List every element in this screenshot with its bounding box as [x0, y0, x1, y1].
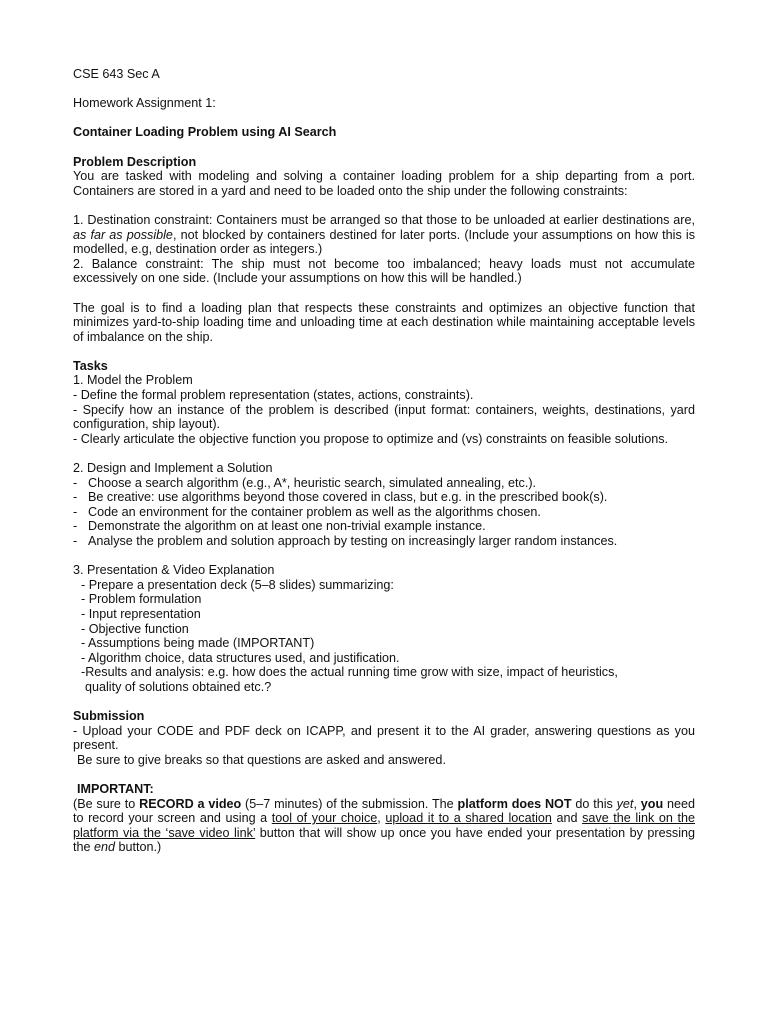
task2-item: - Be creative: use algorithms beyond those covered in class, but e.g. in the prescribed book(s).: [73, 490, 695, 505]
important-platform: platform does NOT: [457, 796, 572, 811]
task2-heading: 2. Design and Implement a Solution: [73, 461, 273, 476]
tasks-heading: Tasks: [73, 358, 108, 373]
important-yet: yet: [616, 796, 634, 811]
task2-item: - Choose a search algorithm (e.g., A*, heuristic search, simulated annealing, etc.).: [73, 476, 695, 491]
important-record: RECORD a video: [139, 796, 242, 811]
important-text: do this: [571, 796, 617, 811]
submission-line: - Upload your CODE and PDF deck on ICAPP, and present it to the AI grader, answering questions as you present.: [73, 723, 695, 753]
task2-item: - Code an environment for the container problem as well as the algorithms chosen.: [73, 505, 695, 520]
important-text: button that will show up once you have ended your presentation by pressing the: [73, 825, 695, 855]
balance-constraint: 2. Balance constraint: The ship must not become too imbalanced; heavy loads must not accumulate excessively on one side. (Include your assumptions on how this will be handled.): [73, 256, 695, 286]
destination-constraint-part2: , not blocked by containers destined for later ports. (Include your assumptions on how this is modelled, e.g, destination order as integers.): [73, 227, 695, 257]
important-text: ,: [377, 811, 386, 826]
task3-heading: 3. Presentation & Video Explanation: [73, 563, 275, 578]
problem-intro: You are tasked with modeling and solving a container loading problem for a ship departing from a port. Containers are stored in a yard and need to be loaded onto the ship under the following constraints:: [73, 169, 695, 198]
course-code: CSE 643 Sec A: [73, 67, 160, 81]
important-heading: IMPORTANT:: [77, 782, 154, 797]
task1-item: - Specify how an instance of the problem is described (input format: containers, weights, destinations, yard configuration, ship layout).: [73, 402, 695, 432]
task3-item: - Objective function: [81, 621, 189, 636]
document-page: [73, 67, 695, 855]
submission-note: Be sure to give breaks so that questions are asked and answered.: [77, 752, 446, 767]
save-video-link: save the link on the platform via the ‘save video link’: [73, 811, 695, 840]
document-title: Container Loading Problem using AI Search: [73, 125, 337, 140]
submission-heading: Submission: [73, 709, 145, 724]
important-text: ,: [633, 796, 641, 811]
destination-constraint: [73, 213, 695, 257]
important-text: need to record your screen and using a: [73, 796, 696, 826]
task3-item: - Assumptions being made (IMPORTANT): [81, 636, 315, 651]
task3-item: - Algorithm choice, data structures used, and justification.: [81, 650, 400, 665]
goal-paragraph: The goal is to find a loading plan that respects these constraints and optimizes an objective function that minimizes yard-to-ship loading time and unloading time at each destination while maintaining acceptable levels of imbalance on the ship.: [73, 300, 695, 344]
important-text: (5–7 minutes) of the submission. The: [241, 796, 458, 811]
problem-heading: Problem Description: [73, 154, 197, 169]
task1-heading: 1. Model the Problem: [73, 373, 193, 388]
task3-item: - Prepare a presentation deck (5–8 slides) summarizing:: [81, 577, 394, 592]
important-you: you: [640, 796, 664, 811]
task2-item: - Analyse the problem and solution approach by testing on increasingly larger random instances.: [73, 534, 695, 549]
important-end: end: [94, 840, 116, 855]
important-paragraph: [73, 797, 695, 855]
destination-constraint-part1: 1. Destination constraint: Containers must be arranged so that those to be unloaded at earlier destinations are,: [73, 212, 695, 227]
task1-item: - Clearly articulate the objective function you propose to optimize and (vs) constraints on feasible solutions.: [73, 431, 669, 446]
upload-location: upload it to a shared location: [385, 811, 552, 826]
tool-of-choice: tool of your choice: [271, 811, 378, 826]
task2-item: - Demonstrate the algorithm on at least one non-trivial example instance.: [73, 519, 695, 534]
task1-item: - Define the formal problem representation (states, actions, constraints).: [73, 388, 474, 403]
task3-results-cont: quality of solutions obtained etc.?: [85, 679, 272, 694]
task3-item: - Input representation: [81, 606, 201, 621]
assignment-label: Homework Assignment 1:: [73, 96, 216, 111]
task3-results: -Results and analysis: e.g. how does the actual running time grow with size, impact of heuristics,: [81, 665, 618, 680]
destination-constraint-emphasis: as far as possible: [73, 227, 173, 242]
task2-list: [73, 476, 695, 549]
task3-item: - Problem formulation: [81, 592, 202, 607]
important-text: and: [551, 811, 583, 826]
important-text: button.): [115, 840, 162, 855]
important-text: (Be sure to: [73, 796, 140, 811]
